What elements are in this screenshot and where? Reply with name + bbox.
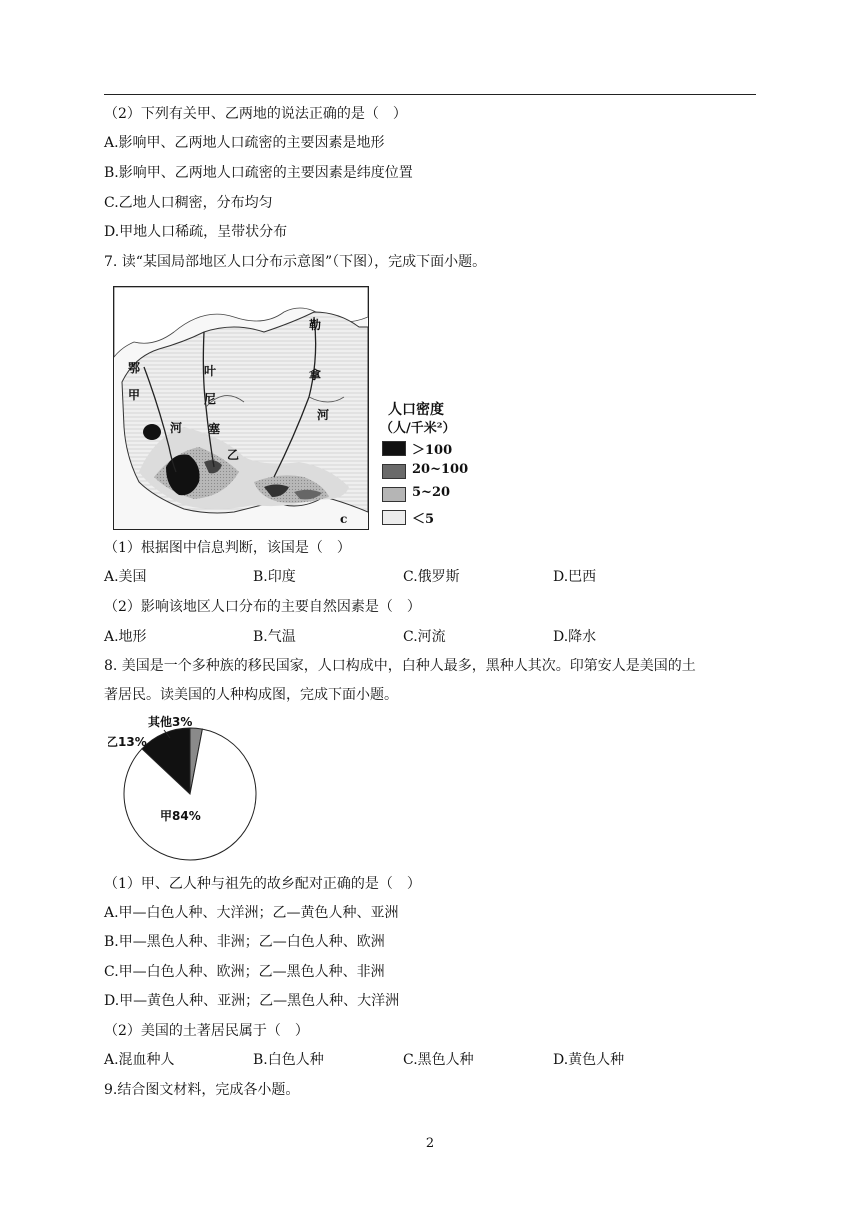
map-label-river-left-1: 鄂	[128, 361, 141, 375]
q6-option-b[interactable]: B.影响甲、乙两地人口疏密的主要因素是纬度位置	[104, 165, 413, 181]
header-rule	[104, 94, 756, 95]
q8-part1-stem: （1）甲、乙人种与祖先的故乡配对正确的是（ ）	[104, 876, 421, 892]
q9-stem: 9.结合图文材料，完成各小题。	[104, 1082, 300, 1098]
legend-swatch	[382, 441, 406, 456]
legend-label: ＜5	[412, 512, 435, 527]
q8-stem-line1: 8. 美国是一个多种族的移民国家，人口构成中，白种人最多，黑种人其次。印第安人是美国的土	[104, 658, 696, 674]
q7-part2-option-b[interactable]: B.气温	[253, 629, 296, 645]
map-label-river-right-1: 勒	[309, 318, 322, 332]
q8-part1-option-c[interactable]: C.甲—白色人种、欧洲；乙—黑色人种、非洲	[104, 964, 385, 980]
map-label-river-mid-3: 塞	[208, 422, 221, 436]
map-label-jia: 甲	[128, 388, 141, 402]
q7-part2-stem: （2）影响该地区人口分布的主要自然因素是（ ）	[104, 599, 421, 615]
legend-title: 人口密度	[388, 402, 444, 418]
q7-part2-option-d[interactable]: D.降水	[553, 629, 597, 645]
q8-part2-option-c[interactable]: C.黑色人种	[403, 1052, 474, 1068]
map-label-river-left-3: 河	[170, 421, 183, 435]
map-label-river-mid-2: 尼	[204, 392, 217, 406]
legend-swatch	[382, 510, 406, 525]
race-composition-pie	[108, 714, 268, 864]
q7-part1-stem: （1）根据图中信息判断，该国是（ ）	[104, 540, 351, 556]
q6-option-a[interactable]: A.影响甲、乙两地人口疏密的主要因素是地形	[104, 135, 385, 151]
pie-label-0: 甲84%	[160, 809, 201, 823]
q7-part1-option-b[interactable]: B.印度	[253, 569, 296, 585]
q8-part1-option-b[interactable]: B.甲—黑色人种、非洲；乙—白色人种、欧洲	[104, 934, 385, 950]
pie-label-1: 乙13%	[108, 735, 147, 749]
q8-stem-line2: 著居民。读美国的人种构成图，完成下面小题。	[104, 687, 398, 703]
map-label-river-right-3: 河	[317, 408, 330, 422]
map-label-yi: 乙	[227, 448, 240, 462]
q8-part2-option-a[interactable]: A.混血种人	[104, 1052, 175, 1068]
legend-swatch	[382, 487, 406, 502]
map-label-river-right-2: 拿	[309, 368, 322, 382]
q7-part1-option-a[interactable]: A.美国	[104, 569, 147, 585]
q8-part2-option-d[interactable]: D.黄色人种	[553, 1052, 625, 1068]
legend-label: 20~100	[412, 462, 469, 477]
legend-swatch	[382, 464, 406, 479]
q7-part2-option-a[interactable]: A.地形	[104, 629, 147, 645]
q7-part1-option-d[interactable]: D.巴西	[553, 569, 597, 585]
legend-unit: （人/千米²）	[380, 421, 456, 436]
population-density-map	[113, 286, 369, 530]
map-label-marker: c	[340, 512, 348, 526]
map-legend	[378, 395, 490, 530]
pie-label-2: 其他3%	[148, 715, 193, 729]
q7-stem: 7. 读“某国局部地区人口分布示意图”（下图），完成下面小题。	[104, 254, 487, 270]
q8-part2-stem: （2）美国的土著居民属于（ ）	[104, 1023, 309, 1039]
map-label-river-mid-1: 叶	[204, 364, 217, 378]
q7-part1-option-c[interactable]: C.俄罗斯	[403, 569, 460, 585]
q8-part1-option-a[interactable]: A.甲—白色人种、大洋洲；乙—黄色人种、亚洲	[104, 905, 399, 921]
q6-part2-stem: （2）下列有关甲、乙两地的说法正确的是（ ）	[104, 106, 407, 122]
q6-option-d[interactable]: D.甲地人口稀疏，呈带状分布	[104, 224, 288, 240]
legend-label: ＞100	[412, 443, 453, 458]
q6-option-c[interactable]: C.乙地人口稠密，分布均匀	[104, 195, 273, 211]
page-number: 2	[425, 1136, 435, 1151]
q8-part2-option-b[interactable]: B.白色人种	[253, 1052, 324, 1068]
legend-label: 5~20	[412, 485, 451, 500]
q7-part2-option-c[interactable]: C.河流	[403, 629, 446, 645]
q8-part1-option-d[interactable]: D.甲—黄色人种、亚洲；乙—黑色人种、大洋洲	[104, 993, 400, 1009]
